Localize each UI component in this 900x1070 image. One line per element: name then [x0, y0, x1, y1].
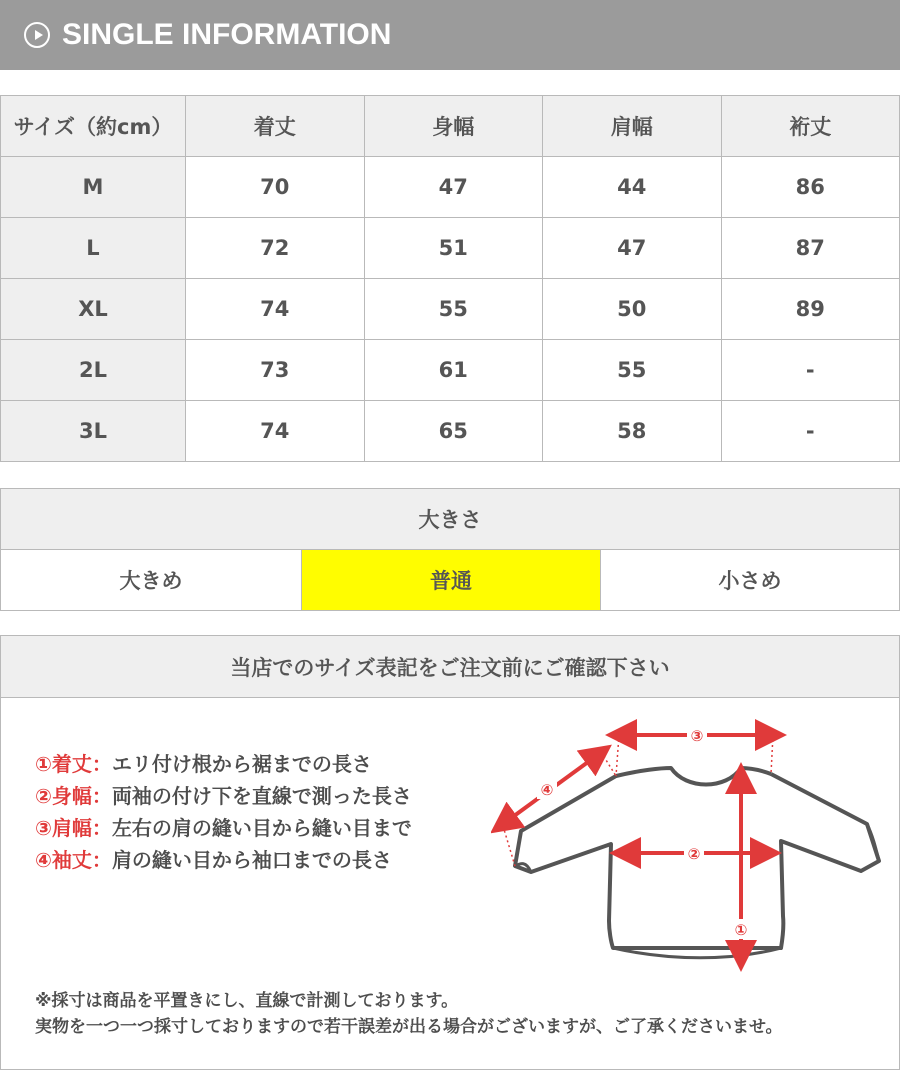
table-cell: 70: [186, 157, 365, 218]
legend-term: ④袖丈：: [35, 848, 112, 872]
legend-term: ③肩幅：: [35, 816, 112, 840]
table-cell: 72: [186, 218, 365, 279]
table-row: [1, 218, 900, 279]
table-cell: 51: [364, 218, 543, 279]
table-header-row: [1, 96, 900, 157]
size-label: L: [1, 218, 186, 279]
column-header: 着丈: [186, 96, 365, 157]
measurement-guide-title: 当店でのサイズ表記をご注文前にご確認下さい: [1, 636, 899, 698]
legend-term: ②身幅：: [35, 784, 112, 808]
legend-item: [35, 780, 412, 812]
size-label: 3L: [1, 401, 186, 462]
fit-title: 大きさ: [1, 489, 900, 550]
legend-item: [35, 844, 412, 876]
table-cell: -: [721, 401, 900, 462]
marker-2: ②: [687, 845, 701, 863]
size-label: 2L: [1, 340, 186, 401]
legend-term: ①着丈：: [35, 752, 112, 776]
note-line: 実物を一つ一つ採寸しておりますので若干誤差が出る場合がございますが、ご了承くださいませ。: [35, 1017, 783, 1037]
marker-3: ③: [690, 727, 704, 745]
measurement-notes: [35, 988, 783, 1040]
marker-badges: [537, 725, 751, 939]
legend-desc: 左右の肩の縫い目から縫い目まで: [111, 816, 412, 840]
fit-header-row: [1, 489, 900, 550]
play-circle-icon: [24, 22, 50, 48]
garment-diagram: [491, 716, 891, 991]
table-cell: 86: [721, 157, 900, 218]
fit-option-normal: 普通: [302, 550, 601, 611]
section-title: SINGLE INFORMATION: [62, 18, 392, 51]
table-row: [1, 340, 900, 401]
size-label: XL: [1, 279, 186, 340]
legend-desc: 両袖の付け下を直線で測った長さ: [111, 784, 412, 808]
fit-option-small: 小さめ: [601, 550, 900, 611]
table-row: [1, 157, 900, 218]
column-header: 身幅: [364, 96, 543, 157]
table-cell: 74: [186, 279, 365, 340]
measurement-guide: [0, 635, 900, 1070]
table-cell: 87: [721, 218, 900, 279]
column-header: サイズ（約cm）: [1, 96, 186, 157]
note-line: ※採寸は商品を平置きにし、直線で計測しております。: [35, 991, 459, 1011]
table-cell: 58: [543, 401, 722, 462]
table-cell: 47: [364, 157, 543, 218]
legend-desc: 肩の縫い目から袖口までの長さ: [111, 848, 392, 872]
table-cell: 55: [364, 279, 543, 340]
table-cell: 74: [186, 401, 365, 462]
table-cell: 65: [364, 401, 543, 462]
table-cell: 50: [543, 279, 722, 340]
size-label: M: [1, 157, 186, 218]
legend-desc: エリ付け根から裾までの長さ: [111, 752, 372, 776]
table-cell: 47: [543, 218, 722, 279]
dotted-guides: [503, 735, 773, 866]
column-header: 裄丈: [721, 96, 900, 157]
table-cell: 44: [543, 157, 722, 218]
table-cell: 61: [364, 340, 543, 401]
legend-item: [35, 812, 412, 844]
fit-options-row: [1, 550, 900, 611]
table-cell: -: [721, 340, 900, 401]
table-cell: 73: [186, 340, 365, 401]
legend-item: [35, 748, 412, 780]
column-header: 肩幅: [543, 96, 722, 157]
section-header: [0, 0, 900, 70]
table-cell: 89: [721, 279, 900, 340]
table-row: [1, 401, 900, 462]
marker-1: ①: [734, 921, 748, 939]
measurement-legend: [35, 748, 412, 876]
table-row: [1, 279, 900, 340]
marker-4: ④: [540, 781, 554, 799]
measurement-lines: [503, 735, 771, 956]
table-cell: 55: [543, 340, 722, 401]
fit-table: [0, 488, 900, 611]
size-table: [0, 95, 900, 462]
fit-option-large: 大きめ: [1, 550, 302, 611]
